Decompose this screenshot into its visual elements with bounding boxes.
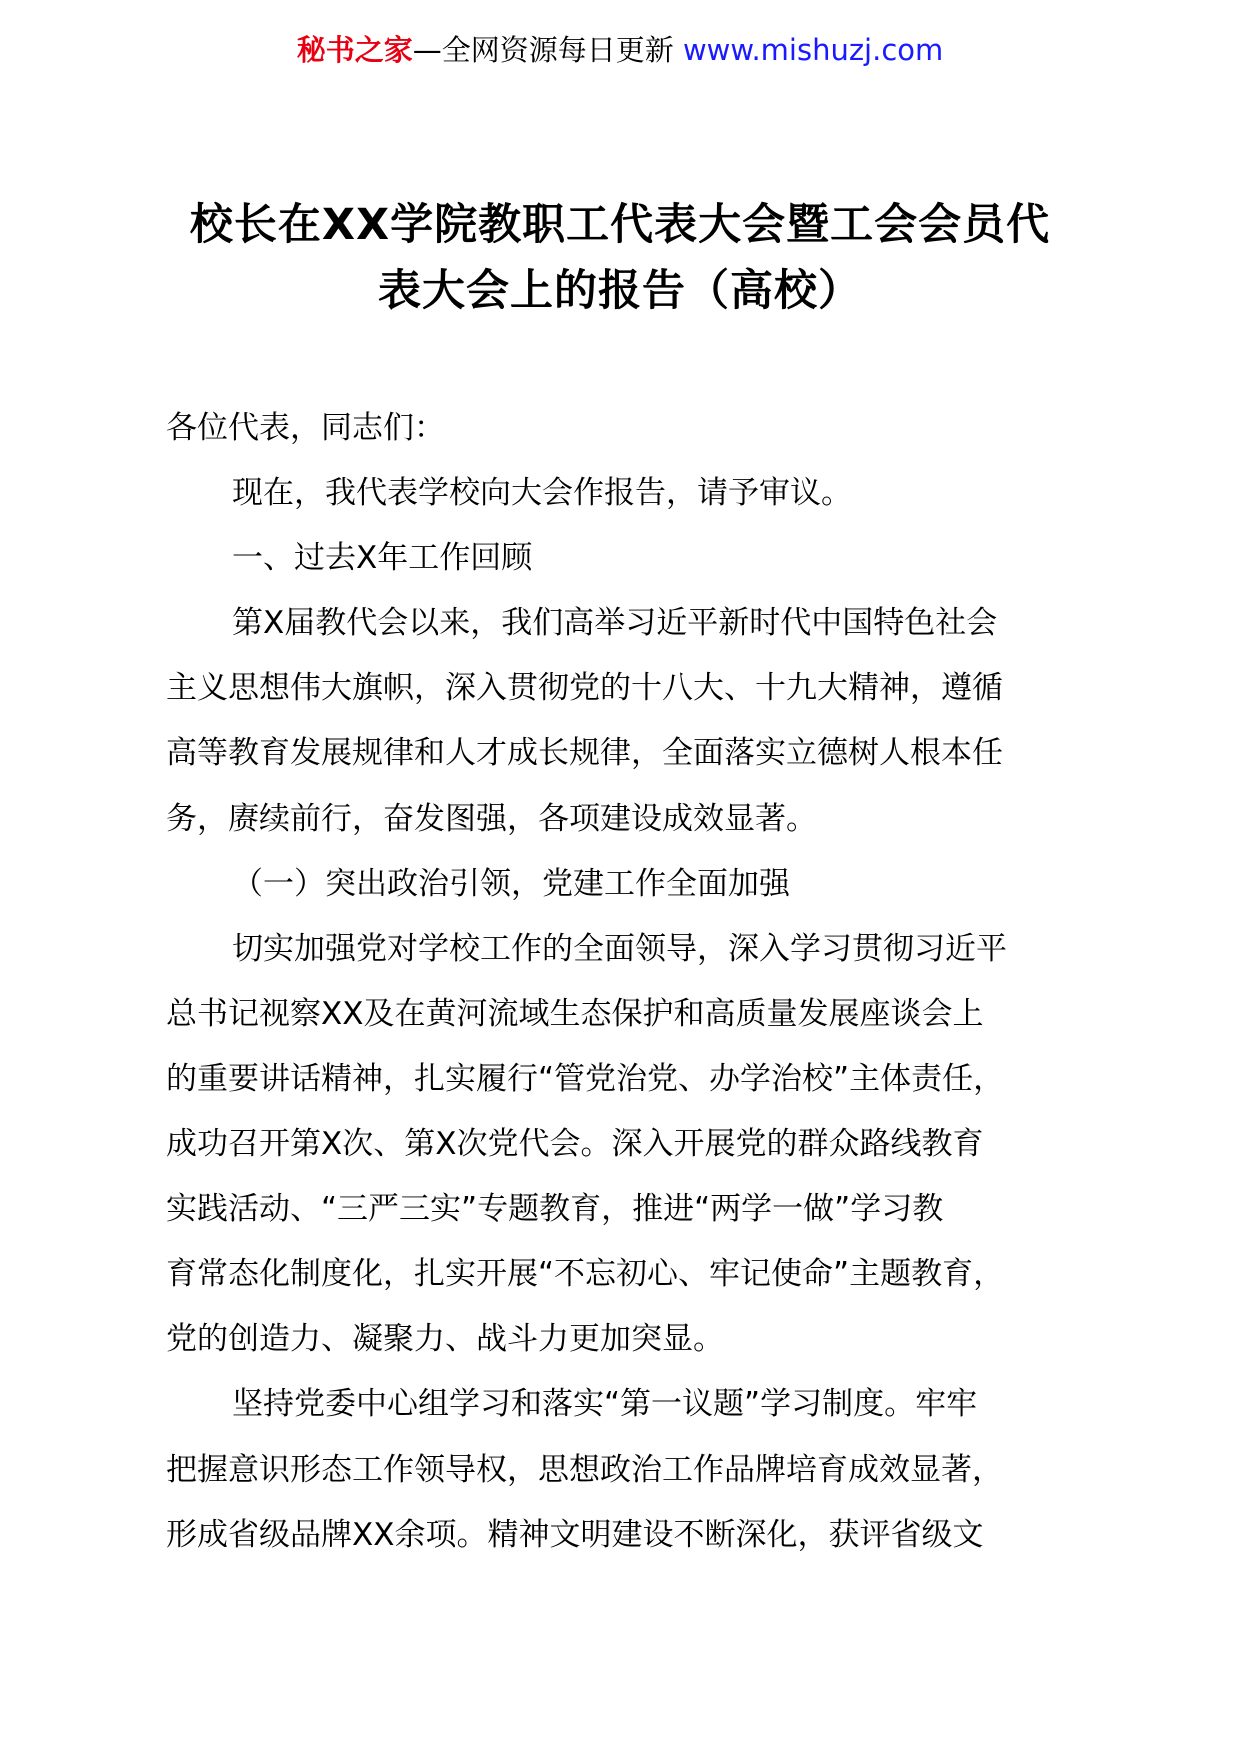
section-heading-1 bbox=[166, 526, 1088, 591]
paragraph-line: 实践活动、“三严三实”专题教育，推进“两学一做”学习教 bbox=[166, 1191, 944, 1228]
title-line: 校长在XX学院教职工代表大会暨工会会员代 bbox=[189, 200, 1051, 250]
paragraph-line: 把握意识形态工作领导权，思想政治工作品牌培育成效显著， bbox=[166, 1451, 1003, 1488]
paragraph-line: 育常态化制度化，扎实开展“不忘初心、牢记使命”主题教育， bbox=[166, 1256, 1005, 1293]
site-header bbox=[0, 28, 1240, 72]
paragraph-study-system bbox=[166, 1372, 1088, 1567]
paragraph-line: 形成省级品牌XX余项。精神文明建设不断深化，获评省级文 bbox=[166, 1516, 984, 1553]
paragraph-party-leadership bbox=[166, 917, 1088, 1373]
paragraph-line: 现在，我代表学校向大会作报告，请予审议。 bbox=[232, 475, 852, 512]
document-body bbox=[166, 396, 1088, 1568]
site-tagline: —全网资源每日更新 bbox=[412, 33, 674, 67]
paragraph-line: 高等教育发展规律和人才成长规律，全面落实立德树人根本任 bbox=[166, 735, 1003, 772]
salutation bbox=[166, 396, 1088, 461]
heading-line: 一、过去X年工作回顾 bbox=[232, 540, 533, 577]
paragraph-line: 主义思想伟大旗帜，深入贯彻党的十八大、十九大精神，遵循 bbox=[166, 670, 1003, 707]
paragraph-line: 切实加强党对学校工作的全面领导，深入学习贯彻习近平 bbox=[232, 930, 1007, 967]
paragraph-line: 的重要讲话精神，扎实履行“管党治党、办学治校”主体责任， bbox=[166, 1060, 1005, 1097]
paragraph-line: 坚持党委中心组学习和落实“第一议题”学习制度。牢牢 bbox=[232, 1386, 978, 1423]
subsection-heading-1 bbox=[166, 852, 1088, 917]
paragraph-line: 务，赓续前行，奋发图强，各项建设成效显著。 bbox=[166, 800, 817, 837]
paragraph-line: 党的创造力、凝聚力、战斗力更加突显。 bbox=[166, 1321, 724, 1358]
site-brand: 秘书之家 bbox=[296, 33, 413, 67]
paragraph-line: 总书记视察XX及在黄河流域生态保护和高质量发展座谈会上 bbox=[166, 995, 984, 1032]
site-url-link[interactable]: www.mishuzj.com bbox=[682, 33, 944, 67]
paragraph-line: 成功召开第X次、第X次党代会。深入开展党的群众路线教育 bbox=[166, 1126, 984, 1163]
paragraph-review bbox=[166, 591, 1088, 851]
paragraph-intro bbox=[166, 461, 1088, 526]
paragraph-line: 第X届教代会以来，我们高举习近平新时代中国特色社会 bbox=[232, 605, 998, 642]
heading-line: （一）突出政治引领，党建工作全面加强 bbox=[232, 865, 790, 902]
title-line: 表大会上的报告（高校） bbox=[378, 266, 862, 316]
salutation-line: 各位代表，同志们： bbox=[166, 410, 445, 446]
document-title bbox=[150, 192, 1090, 324]
